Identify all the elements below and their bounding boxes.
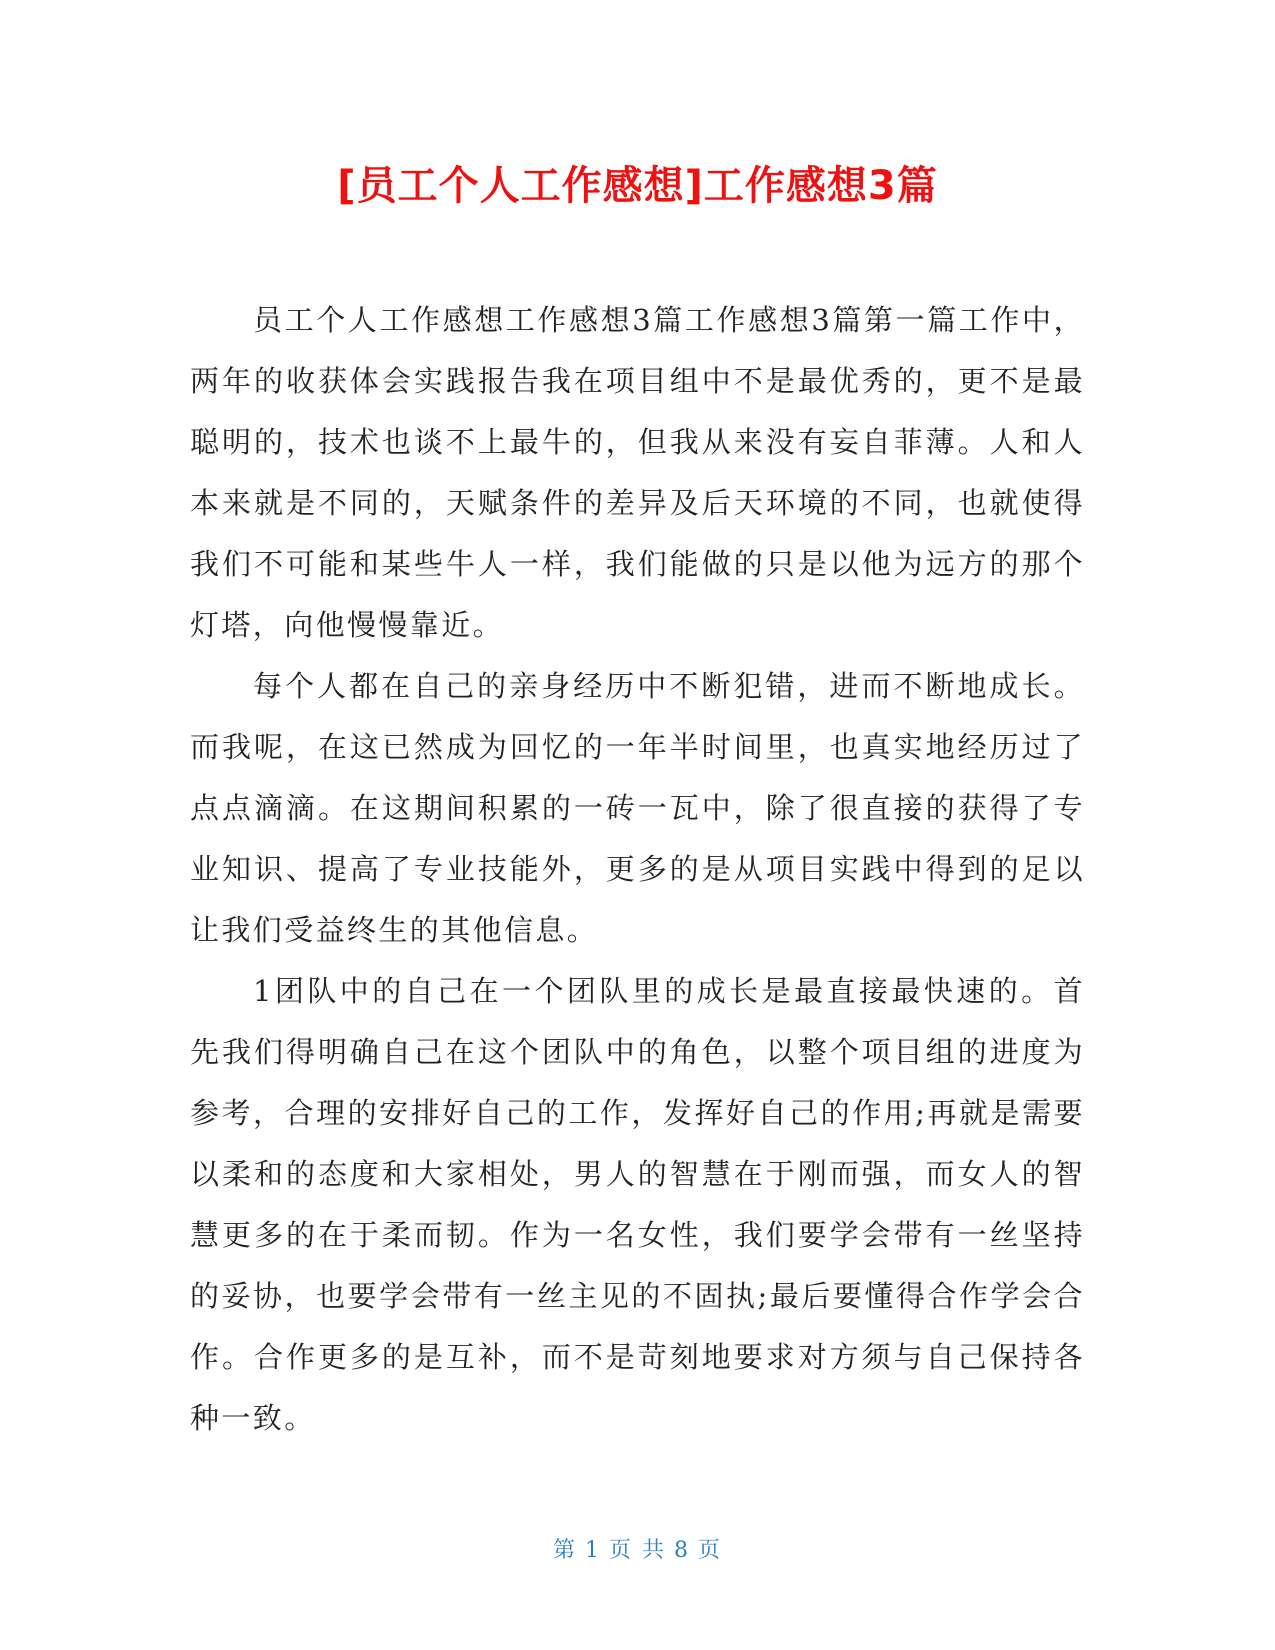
- footer-prefix: 第: [552, 1538, 577, 1563]
- footer-page-number: 1: [585, 1538, 601, 1563]
- footer-middle: 页 共: [609, 1538, 666, 1563]
- footer-suffix: 页: [698, 1538, 723, 1563]
- footer-total-pages: 8: [674, 1538, 690, 1563]
- paragraph: 员工个人工作感想工作感想3篇工作感想3篇第一篇工作中，两年的收获体会实践报告我在项目组中不是最优秀的，更不是最聪明的，技术也谈不上最牛的，但我从来没有妄自菲薄。人和人本来就是不同的，天赋条件的差异及后天环境的不同，也就使得我们不可能和某些牛人一样，我们能做的只是以他为远方的那个灯塔，向他慢慢靠近。: [190, 303, 1085, 642]
- paragraph: 每个人都在自己的亲身经历中不断犯错，进而不断地成长。而我呢，在这已然成为回忆的一年半时间里，也真实地经历过了点点滴滴。在这期间积累的一砖一瓦中，除了很直接的获得了专业知识、提高了专业技能外，更多的是从项目实践中得到的足以让我们受益终生的其他信息。: [190, 669, 1085, 947]
- page-footer: [0, 1536, 1275, 1566]
- document-body: [190, 290, 1085, 1449]
- paragraph: 1团队中的自己在一个团队里的成长是最直接最快速的。首先我们得明确自己在这个团队中的角色，以整个项目组的进度为参考，合理的安排好自己的工作，发挥好自己的作用;再就是需要以柔和的态度和大家相处，男人的智慧在于刚而强，而女人的智慧更多的在于柔而韧。作为一名女性，我们要学会带有一丝坚持的妥协，也要学会带有一丝主见的不固执;最后要懂得合作学会合作。合作更多的是互补，而不是苛刻地要求对方须与自己保持各种一致。: [190, 974, 1085, 1435]
- document-title: [员工个人工作感想]工作感想3篇: [337, 163, 938, 209]
